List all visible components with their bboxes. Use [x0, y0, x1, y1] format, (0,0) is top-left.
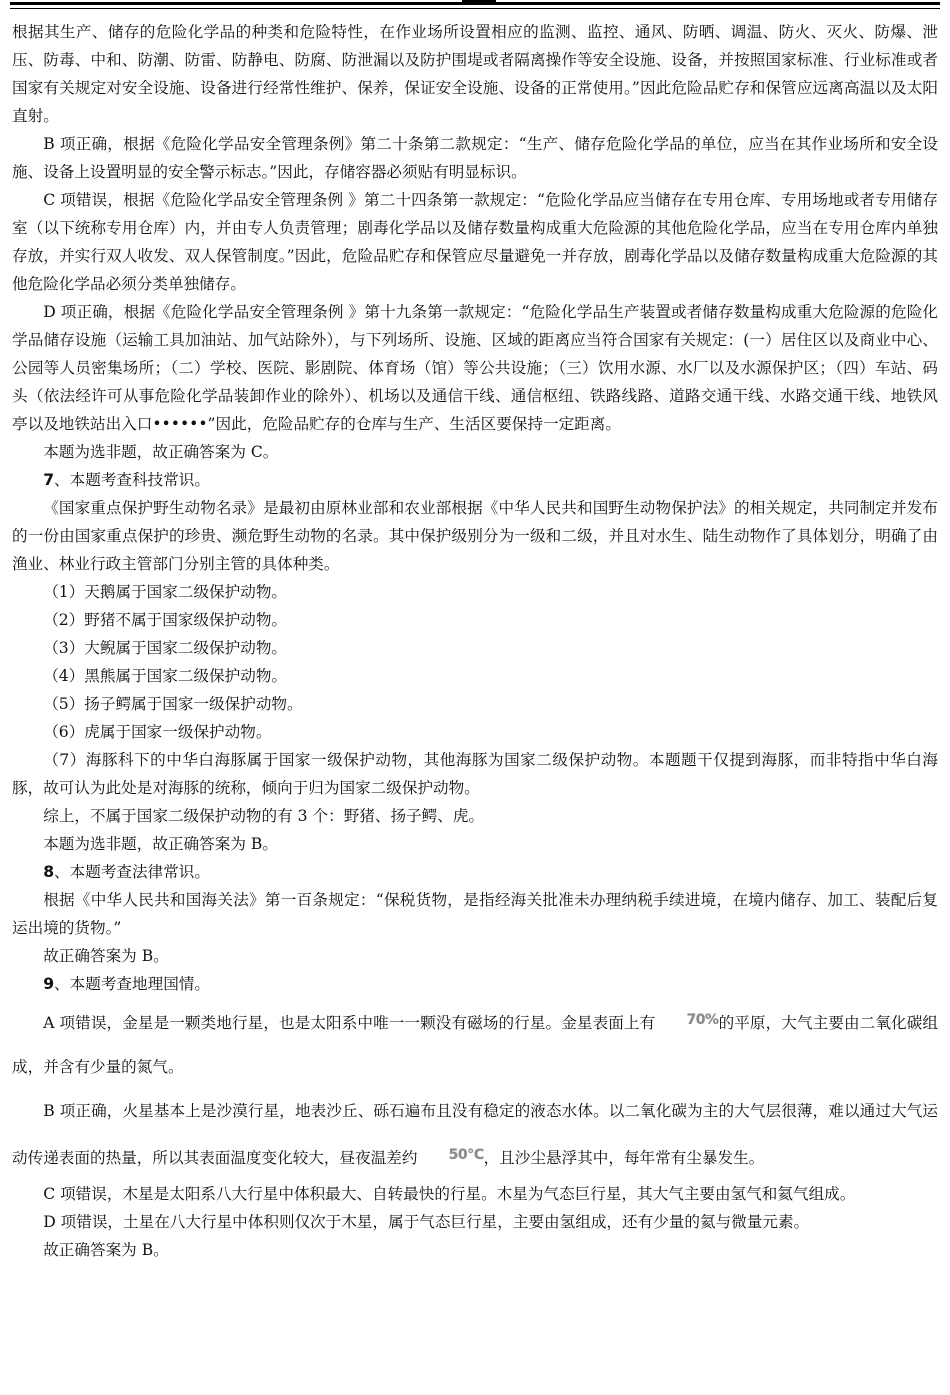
- temperature-figure: 50℃: [448, 1147, 484, 1163]
- q7-intro: 《国家重点保护野生动物名录》是最初由原林业部和农业部根据《中华人民共和国野生动物保护法》的相关规定，共同制定并发布的一份由国家重点保护的珍贵、濒危野生动物的名录。其中保护级别分为一级和二级，并且对水生、陆生动物作了具体划分，明确了由渔业、林业行政主管部门分别主管的具体种类。: [12, 499, 938, 573]
- q9-title: 、本题考查地理国情。: [54, 975, 210, 993]
- q7-title: 、本题考查科技常识。: [54, 471, 210, 489]
- q7-number: 7: [43, 471, 55, 489]
- q9-option-c: C 项错误，木星是太阳系八大行星中体积最大、自转最快的行星。木星为气态巨行星，其大气主要由氢气和氦气组成。: [43, 1185, 856, 1203]
- q7-item: （7）海豚科下的中华白海豚属于国家一级保护动物，其他海豚为国家二级保护动物。本题题干仅提到海豚，而非特指中华白海豚，故可认为此处是对海豚的统称，倾向于归为国家二级保护动物。: [12, 751, 938, 797]
- q8-number: 8: [43, 863, 55, 881]
- q9-option-a-text: A 项错误，金星是一颗类地行星，也是太阳系中唯一一颗没有磁场的行星。金星表面上有: [43, 1014, 656, 1032]
- q9-heading: [12, 970, 938, 998]
- header-mark: [462, 0, 496, 3]
- q9-option-b-text-end: ，且沙尘悬浮其中，每年常有尘暴发生。: [483, 1149, 765, 1167]
- q7-item: （6）虎属于国家一级保护动物。: [43, 723, 272, 741]
- q7-answer: 本题为选非题，故正确答案为 B。: [43, 835, 278, 853]
- q9-number: 9: [43, 975, 55, 993]
- q7-item: （3）大鲵属于国家二级保护动物。: [43, 639, 288, 657]
- q6-option-c: C 项错误，根据《危险化学品安全管理条例 》第二十四条第一款规定：“危险化学品应当储存在专用仓库、专用场地或者专用储存室（以下统称专用仓库）内，并由专人负责管理；剧毒化学品以及储存数量构成重大危险源的其他危险化学品，应当在专用仓库内单独存放，并实行双人收发、双人保管制度。”因此，危险品贮存和保管应尽量避免一并存放，剧毒化学品以及储存数量构成重大危险源的其他危险化学品必须分类单独储存。: [12, 191, 938, 293]
- q9-option-a-text-end: 的平原，大气主要由二氧化碳组成，并含有少量的氮气。: [12, 1014, 938, 1076]
- q9-option-b-text: B 项正确，火星基本上是沙漠行星，地表沙丘、砾石遍布且没有稳定的液态水体。以二氧化碳为主的大气层很薄，难以通过大气运动传递表面的热量，所以其表面温度变化较大，昼夜温差约: [12, 1102, 938, 1167]
- q8-title: 、本题考查法律常识。: [54, 863, 210, 881]
- q9-option-b: [12, 1089, 938, 1180]
- document-body: [12, 18, 938, 1264]
- q8-heading: [12, 858, 938, 886]
- q6-answer: 本题为选非题，故正确答案为 C。: [43, 443, 279, 461]
- q6-option-d: D 项正确，根据《危险化学品安全管理条例 》第十九条第一款规定：“危险化学品生产装置或者储存数量构成重大危险源的危险化学品储存设施（运输工具加油站、加气站除外），与下列场所、设施、区域的距离应当符合国家有关规定：(一）居住区以及商业中心、公园等人员密集场所；（二）学校、医院、影剧院、体育场（馆）等公共设施；（三）饮用水源、水厂以及水源保护区；（四）车站、码头（依法经许可从事危险化学品装卸作业的除外）、机场以及通信干线、通信枢纽、铁路线路、道路交通干线、水路交通干线、地铁风亭以及地铁站出入口••••••”因此，危险品贮存的仓库与生产、生活区要保持一定距离。: [12, 303, 938, 433]
- q7-item: （1）天鹅属于国家二级保护动物。: [43, 583, 288, 601]
- percent-figure: 70%: [686, 1012, 719, 1028]
- header-rule-thin: [10, 8, 940, 9]
- paragraph-continued: 根据其生产、储存的危险化学品的种类和危险特性，在作业场所设置相应的监测、监控、通风、防晒、调温、防火、灭火、防爆、泄压、防毒、中和、防潮、防雷、防静电、防腐、防泄漏以及防护围堤或者隔离操作等安全设施、设备，并按照国家标准、行业标准或者国家有关规定对安全设施、设备进行经常性维护、保养，保证安全设施、设备的正常使用。”因此危险品贮存和保管应远离高温以及太阳直射。: [12, 23, 938, 125]
- q8-answer: 故正确答案为 B。: [43, 947, 169, 965]
- q7-item: （2）野猪不属于国家级保护动物。: [43, 611, 288, 629]
- q8-body: 根据《中华人民共和国海关法》第一百条规定：“保税货物，是指经海关批准未办理纳税手续进境，在境内储存、加工、装配后复运出境的货物。”: [12, 891, 938, 937]
- q7-item: （4）黑熊属于国家二级保护动物。: [43, 667, 288, 685]
- q9-option-a: [12, 998, 938, 1089]
- q9-answer: 故正确答案为 B。: [43, 1241, 169, 1259]
- q6-option-b: B 项正确，根据《危险化学品安全管理条例》第二十条第二款规定：“生产、储存危险化学品的单位，应当在其作业场所和安全设施、设备上设置明显的安全警示标志。”因此，存储容器必须贴有明显标识。: [12, 135, 938, 181]
- q9-option-d: D 项错误，土星在八大行星中体积则仅次于木星，属于气态巨行星，主要由氢组成，还有少量的氦与微量元素。: [43, 1213, 810, 1231]
- q7-summary: 综上，不属于国家二级保护动物的有 3 个：野猪、扬子鳄、虎。: [43, 807, 485, 825]
- q7-heading: [12, 466, 938, 494]
- q7-item: （5）扬子鳄属于国家一级保护动物。: [43, 695, 303, 713]
